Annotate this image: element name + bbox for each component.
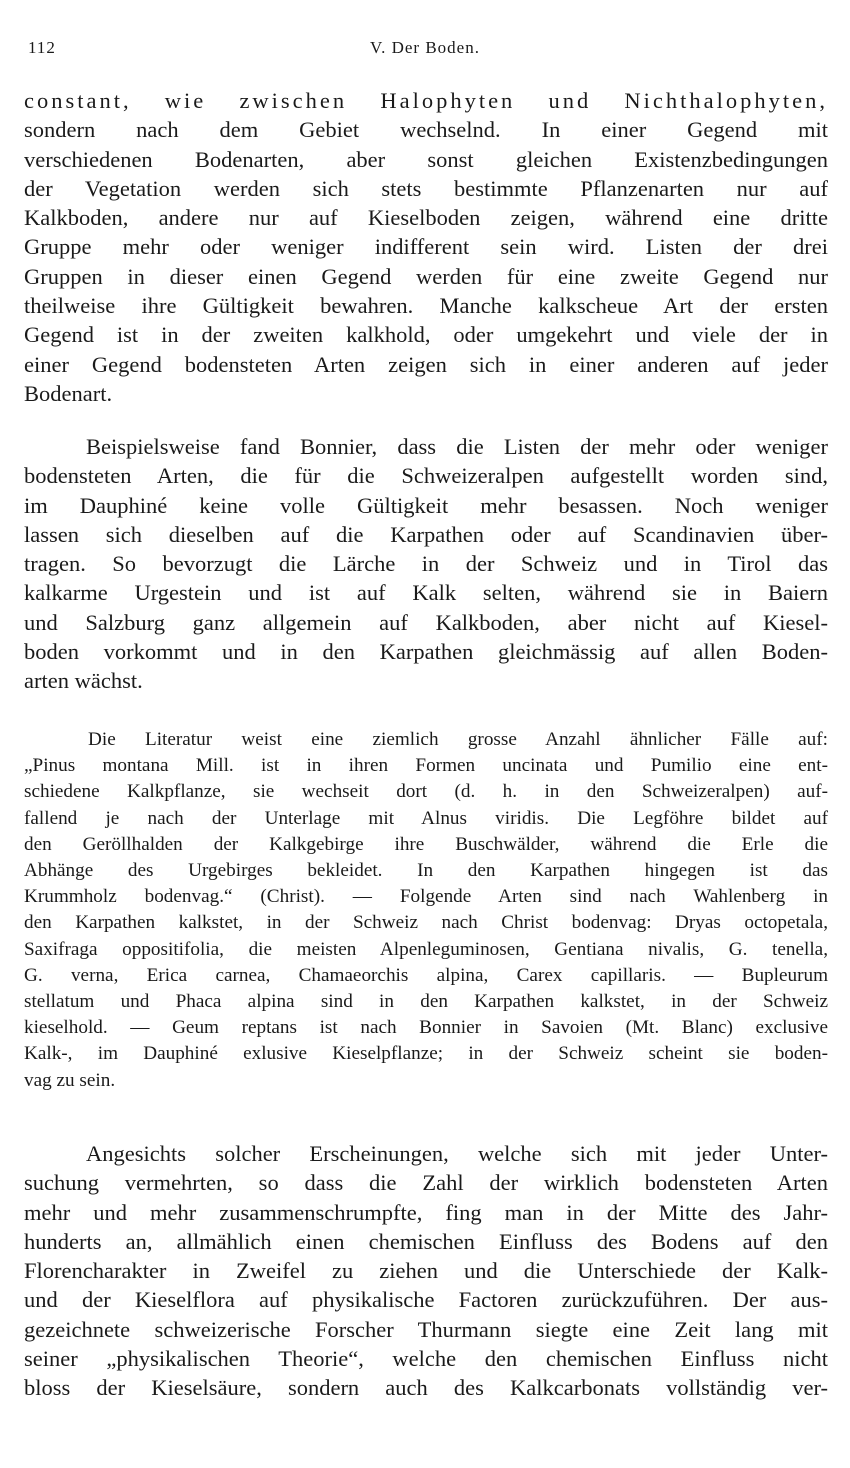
text-line: Gruppen in dieser einen Gegend werden für eine zweite Gegend nur [24, 263, 828, 289]
page-number: 112 [28, 38, 56, 57]
paragraph-1 [24, 86, 828, 408]
text-line: tragen. So bevorzugt die Lärche in der Schweiz und in Tirol das [24, 551, 828, 577]
text-line: hunderts an, allmählich einen chemischen Einfluss des Bodens auf den [24, 1228, 828, 1254]
text-line: einer Gegend bodensteten Arten zeigen sich in einer anderen auf jeder [24, 351, 828, 377]
text-line: verschiedenen Bodenarten, aber sonst gleichen Existenzbedingungen [24, 146, 828, 172]
text-line: Saxifraga oppositifolia, die meisten Alpenleguminosen, Gentiana nivalis, G. tenella, [24, 938, 828, 960]
text-line: bloss der Kieselsäure, sondern auch des Kalkcarbonats vollständig ver- [24, 1375, 828, 1401]
text-line: seiner „physikalischen Theorie“, welche den chemischen Einfluss nicht [24, 1346, 828, 1372]
text-line: arten wächst. [24, 668, 143, 694]
text-line: theilweise ihre Gültigkeit bewahren. Manche kalkscheue Art der ersten [24, 293, 828, 319]
running-head [28, 38, 822, 62]
text-line: fallend je nach der Unterlage mit Alnus viridis. Die Legföhre bildet auf [24, 807, 828, 829]
text-line: im Dauphiné keine volle Gültigkeit mehr besassen. Noch weniger [24, 492, 828, 518]
text-line: und Salzburg ganz allgemein auf Kalkboden, aber nicht auf Kiesel- [24, 609, 828, 635]
text-line: Abhänge des Urgebirges bekleidet. In den Karpathen hingegen ist das [24, 860, 828, 882]
text-line: vag zu sein. [24, 1069, 116, 1091]
text-line: schiedene Kalkpflanze, sie wechseit dort (d. h. in den Schweizeralpen) auf- [24, 781, 828, 803]
text-line: Florencharakter in Zweifel zu ziehen und die Unterschiede der Kalk- [24, 1258, 828, 1284]
text-line: Kalk-, im Dauphiné exlusive Kieselpflanze; in der Schweiz scheint sie boden- [24, 1043, 828, 1065]
text-line: sondern nach dem Gebiet wechselnd. In einer Gegend mit [24, 117, 828, 143]
text-line: G. verna, Erica carnea, Chamaeorchis alpina, Carex capillaris. — Bupleurum [24, 964, 828, 986]
text-line: kalkarme Urgestein und ist auf Kalk selten, während sie in Baiern [24, 580, 828, 606]
text-line: der Vegetation werden sich stets bestimmte Pflanzenarten nur auf [24, 175, 828, 201]
text-line: Beispielsweise fand Bonnier, dass die Listen der mehr oder weniger [86, 434, 828, 459]
chapter-title: V. Der Boden. [370, 38, 480, 57]
text-line: Angesichts solcher Erscheinungen, welche sich mit jeder Unter- [86, 1141, 828, 1166]
text-line: Kalkboden, andere nur auf Kieselboden zeigen, während eine dritte [24, 205, 828, 231]
text-line: lassen sich dieselben auf die Karpathen oder auf Scandinavien über- [24, 521, 828, 547]
text-line: den Karpathen kalkstet, in der Schweiz nach Christ bodenvag: Dryas octopetala, [24, 912, 828, 934]
text-line: Krummholz bodenvag.“ (Christ). — Folgende Arten sind nach Wahlenberg in [24, 886, 828, 908]
text-line: „Pinus montana Mill. ist in ihren Formen uncinata und Pumilio eine ent- [24, 755, 828, 777]
text-line: mehr und mehr zusammenschrumpfte, fing man in der Mitte des Jahr- [24, 1199, 828, 1225]
paragraph-4 [24, 1139, 828, 1403]
text-line: boden vorkommt und in den Karpathen gleichmässig auf allen Boden- [24, 639, 828, 665]
paragraph-3-small-print [24, 727, 828, 1094]
text-line: gezeichnete schweizerische Forscher Thurmann siegte eine Zeit lang mit [24, 1316, 828, 1342]
text-line: Gegend ist in der zweiten kalkhold, oder umgekehrt und viele der in [24, 322, 828, 348]
paragraph-2 [24, 432, 828, 696]
text-line: und der Kieselflora auf physikalische Factoren zurückzuführen. Der aus- [24, 1287, 828, 1313]
text-line: Die Literatur weist eine ziemlich grosse Anzahl ähnlicher Fälle auf: [88, 729, 828, 750]
text-line: bodensteten Arten, die für die Schweizeralpen aufgestellt worden sind, [24, 463, 828, 489]
text-line: stellatum und Phaca alpina sind in den Karpathen kalkstet, in der Schweiz [24, 991, 828, 1013]
text-line: constant, wie zwischen Halophyten und Nichthalophyten, [24, 88, 828, 113]
text-line: den Geröllhalden der Kalkgebirge ihre Buschwälder, während die Erle die [24, 833, 828, 855]
text-line: kieselhold. — Geum reptans ist nach Bonnier in Savoien (Mt. Blanc) exclusive [24, 1017, 828, 1039]
text-line: Bodenart. [24, 380, 113, 406]
text-line: suchung vermehrten, so dass die Zahl der wirklich bodensteten Arten [24, 1170, 828, 1196]
text-line: Gruppe mehr oder weniger indifferent sein wird. Listen der drei [24, 234, 828, 260]
